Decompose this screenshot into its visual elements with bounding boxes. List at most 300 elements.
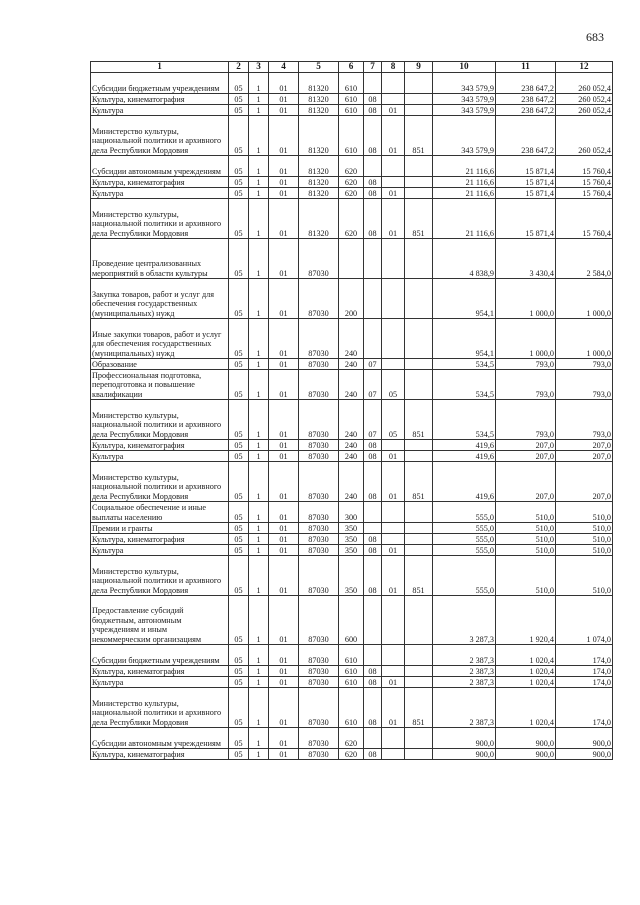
code-col8 (382, 749, 405, 760)
amount-col11: 15 871,4 (496, 156, 556, 177)
code-col7: 08 (364, 105, 382, 116)
column-header: 9 (405, 62, 433, 73)
code-col3: 1 (249, 677, 269, 688)
code-col7: 07 (364, 359, 382, 370)
code-col4: 01 (269, 177, 299, 188)
code-col8: 05 (382, 370, 405, 400)
code-col9 (405, 545, 433, 556)
code-col3: 1 (249, 534, 269, 545)
row-name: Министерство культуры, национальной политики и архивного дела Республики Мордовия (91, 688, 229, 728)
code-col6: 240 (339, 400, 364, 440)
amount-col10: 343 579,9 (433, 116, 496, 156)
table-row (91, 116, 613, 156)
code-col5: 87030 (299, 440, 339, 451)
row-name: Министерство культуры, национальной политики и архивного дела Республики Мордовия (91, 199, 229, 239)
amount-col10: 954,1 (433, 279, 496, 319)
table-row (91, 239, 613, 279)
row-name: Профессиональная подготовка, переподготовка и повышение квалификации (91, 370, 229, 400)
code-col3: 1 (249, 156, 269, 177)
code-col9 (405, 440, 433, 451)
code-col9 (405, 370, 433, 400)
code-col4: 01 (269, 279, 299, 319)
code-col6: 240 (339, 370, 364, 400)
code-col5: 87030 (299, 523, 339, 534)
code-col5: 87030 (299, 666, 339, 677)
code-col9: 851 (405, 199, 433, 239)
code-col2: 05 (229, 556, 249, 596)
code-col3: 1 (249, 359, 269, 370)
code-col9: 851 (405, 116, 433, 156)
code-col6: 240 (339, 319, 364, 359)
amount-col11: 510,0 (496, 502, 556, 523)
code-col6: 610 (339, 666, 364, 677)
amount-col11: 238 647,2 (496, 94, 556, 105)
code-col2: 05 (229, 749, 249, 760)
code-col7: 08 (364, 188, 382, 199)
row-name: Образование (91, 359, 229, 370)
table-row (91, 177, 613, 188)
code-col9 (405, 523, 433, 534)
code-col5: 87030 (299, 400, 339, 440)
code-col8: 05 (382, 400, 405, 440)
amount-col12: 15 760,4 (556, 188, 613, 199)
column-header: 4 (269, 62, 299, 73)
code-col3: 1 (249, 666, 269, 677)
code-col6: 350 (339, 556, 364, 596)
row-name: Субсидии автономным учреждениям (91, 156, 229, 177)
code-col9 (405, 451, 433, 462)
amount-col10: 900,0 (433, 728, 496, 749)
code-col3: 1 (249, 319, 269, 359)
amount-col10: 21 116,6 (433, 177, 496, 188)
amount-col10: 2 387,3 (433, 688, 496, 728)
code-col8 (382, 239, 405, 279)
amount-col11: 1 020,4 (496, 677, 556, 688)
table-row (91, 73, 613, 94)
code-col7: 08 (364, 199, 382, 239)
amount-col11: 3 430,4 (496, 239, 556, 279)
code-col9 (405, 502, 433, 523)
amount-col10: 534,5 (433, 359, 496, 370)
table-row (91, 677, 613, 688)
amount-col12: 510,0 (556, 502, 613, 523)
column-header: 1 (91, 62, 229, 73)
code-col4: 01 (269, 556, 299, 596)
code-col4: 01 (269, 728, 299, 749)
amount-col10: 555,0 (433, 545, 496, 556)
row-name: Культура (91, 451, 229, 462)
code-col4: 01 (269, 400, 299, 440)
table-row (91, 400, 613, 440)
column-header: 6 (339, 62, 364, 73)
amount-col10: 4 838,9 (433, 239, 496, 279)
row-name: Социальное обеспечение и иные выплаты населению (91, 502, 229, 523)
code-col2: 05 (229, 596, 249, 645)
code-col6: 240 (339, 440, 364, 451)
amount-col11: 1 000,0 (496, 319, 556, 359)
code-col5: 81320 (299, 177, 339, 188)
code-col7: 08 (364, 94, 382, 105)
amount-col11: 793,0 (496, 359, 556, 370)
amount-col10: 343 579,9 (433, 73, 496, 94)
code-col8 (382, 645, 405, 666)
code-col8: 01 (382, 462, 405, 502)
code-col5: 81320 (299, 94, 339, 105)
code-col2: 05 (229, 400, 249, 440)
code-col6: 610 (339, 677, 364, 688)
table-row (91, 462, 613, 502)
row-name: Министерство культуры, национальной политики и архивного дела Республики Мордовия (91, 116, 229, 156)
code-col2: 05 (229, 105, 249, 116)
code-col2: 05 (229, 177, 249, 188)
code-col4: 01 (269, 73, 299, 94)
amount-col12: 1 074,0 (556, 596, 613, 645)
amount-col10: 555,0 (433, 556, 496, 596)
table-row (91, 451, 613, 462)
amount-col11: 1 020,4 (496, 688, 556, 728)
code-col4: 01 (269, 645, 299, 666)
code-col6: 620 (339, 177, 364, 188)
amount-col11: 1 000,0 (496, 279, 556, 319)
code-col9 (405, 156, 433, 177)
amount-col11: 207,0 (496, 462, 556, 502)
row-name: Закупка товаров, работ и услуг для обеспечения государственных (муниципальных) нужд (91, 279, 229, 319)
amount-col10: 2 387,3 (433, 677, 496, 688)
amount-col10: 3 287,3 (433, 596, 496, 645)
code-col6: 620 (339, 156, 364, 177)
code-col4: 01 (269, 534, 299, 545)
code-col4: 01 (269, 188, 299, 199)
code-col3: 1 (249, 94, 269, 105)
amount-col12: 260 052,4 (556, 105, 613, 116)
code-col7: 08 (364, 462, 382, 502)
row-name: Премии и гранты (91, 523, 229, 534)
code-col2: 05 (229, 451, 249, 462)
code-col3: 1 (249, 451, 269, 462)
code-col4: 01 (269, 502, 299, 523)
code-col7: 08 (364, 666, 382, 677)
code-col9: 851 (405, 400, 433, 440)
code-col3: 1 (249, 728, 269, 749)
code-col6: 600 (339, 596, 364, 645)
amount-col11: 1 020,4 (496, 645, 556, 666)
code-col4: 01 (269, 596, 299, 645)
row-name: Культура, кинематография (91, 440, 229, 451)
code-col6: 620 (339, 188, 364, 199)
amount-col11: 207,0 (496, 451, 556, 462)
code-col7: 08 (364, 545, 382, 556)
code-col8: 01 (382, 545, 405, 556)
amount-col12: 900,0 (556, 749, 613, 760)
code-col5: 87030 (299, 556, 339, 596)
page-number: 683 (586, 30, 604, 44)
code-col4: 01 (269, 749, 299, 760)
amount-col11: 238 647,2 (496, 116, 556, 156)
code-col3: 1 (249, 596, 269, 645)
code-col6: 610 (339, 105, 364, 116)
code-col5: 87030 (299, 502, 339, 523)
code-col6: 240 (339, 451, 364, 462)
code-col9 (405, 319, 433, 359)
code-col2: 05 (229, 116, 249, 156)
amount-col12: 793,0 (556, 400, 613, 440)
code-col3: 1 (249, 279, 269, 319)
code-col3: 1 (249, 645, 269, 666)
code-col7: 08 (364, 534, 382, 545)
code-col4: 01 (269, 677, 299, 688)
table-row (91, 199, 613, 239)
amount-col10: 21 116,6 (433, 156, 496, 177)
code-col3: 1 (249, 400, 269, 440)
code-col2: 05 (229, 239, 249, 279)
amount-col11: 238 647,2 (496, 105, 556, 116)
code-col9 (405, 728, 433, 749)
row-name: Культура (91, 545, 229, 556)
code-col3: 1 (249, 462, 269, 502)
code-col2: 05 (229, 645, 249, 666)
code-col8 (382, 279, 405, 319)
amount-col12: 260 052,4 (556, 73, 613, 94)
code-col7 (364, 645, 382, 666)
amount-col10: 343 579,9 (433, 94, 496, 105)
table-row (91, 319, 613, 359)
table-row (91, 556, 613, 596)
column-header: 11 (496, 62, 556, 73)
row-name: Культура, кинематография (91, 94, 229, 105)
row-name: Министерство культуры, национальной политики и архивного дела Республики Мордовия (91, 462, 229, 502)
row-name: Культура, кинематография (91, 177, 229, 188)
code-col2: 05 (229, 199, 249, 239)
code-col8: 01 (382, 451, 405, 462)
amount-col11: 1 020,4 (496, 666, 556, 677)
code-col2: 05 (229, 94, 249, 105)
code-col6: 620 (339, 199, 364, 239)
amount-col10: 419,6 (433, 462, 496, 502)
code-col6: 300 (339, 502, 364, 523)
code-col7: 07 (364, 400, 382, 440)
code-col6: 620 (339, 728, 364, 749)
code-col7 (364, 319, 382, 359)
code-col2: 05 (229, 688, 249, 728)
header-row (91, 62, 613, 73)
amount-col10: 555,0 (433, 523, 496, 534)
code-col8 (382, 523, 405, 534)
code-col5: 81320 (299, 116, 339, 156)
code-col7 (364, 502, 382, 523)
table-row (91, 728, 613, 749)
code-col3: 1 (249, 688, 269, 728)
code-col4: 01 (269, 440, 299, 451)
table-body (91, 73, 613, 760)
code-col5: 87030 (299, 596, 339, 645)
code-col3: 1 (249, 502, 269, 523)
code-col5: 87030 (299, 451, 339, 462)
row-name: Культура (91, 677, 229, 688)
table-row (91, 666, 613, 677)
amount-col11: 1 920,4 (496, 596, 556, 645)
code-col4: 01 (269, 545, 299, 556)
code-col8 (382, 319, 405, 359)
row-name: Субсидии автономным учреждениям (91, 728, 229, 749)
amount-col12: 15 760,4 (556, 156, 613, 177)
table-row (91, 502, 613, 523)
code-col4: 01 (269, 359, 299, 370)
code-col4: 01 (269, 199, 299, 239)
code-col6: 350 (339, 545, 364, 556)
code-col3: 1 (249, 545, 269, 556)
code-col2: 05 (229, 523, 249, 534)
table-row (91, 279, 613, 319)
code-col8 (382, 156, 405, 177)
row-name: Предоставление субсидий бюджетным, автономным учреждениям и иным некоммерческим организациям (91, 596, 229, 645)
amount-col12: 174,0 (556, 688, 613, 728)
code-col8 (382, 596, 405, 645)
code-col9 (405, 239, 433, 279)
amount-col12: 15 760,4 (556, 199, 613, 239)
row-name: Культура (91, 105, 229, 116)
code-col3: 1 (249, 523, 269, 534)
code-col8: 01 (382, 105, 405, 116)
amount-col11: 238 647,2 (496, 73, 556, 94)
amount-col10: 2 387,3 (433, 645, 496, 666)
amount-col11: 15 871,4 (496, 177, 556, 188)
code-col3: 1 (249, 239, 269, 279)
code-col6 (339, 239, 364, 279)
table-row (91, 370, 613, 400)
amount-col10: 954,1 (433, 319, 496, 359)
code-col8 (382, 177, 405, 188)
table-row (91, 105, 613, 116)
code-col4: 01 (269, 666, 299, 677)
code-col5: 81320 (299, 199, 339, 239)
code-col6: 620 (339, 749, 364, 760)
column-header: 2 (229, 62, 249, 73)
column-header: 10 (433, 62, 496, 73)
amount-col12: 1 000,0 (556, 319, 613, 359)
code-col6: 610 (339, 94, 364, 105)
code-col8: 01 (382, 688, 405, 728)
code-col3: 1 (249, 749, 269, 760)
code-col5: 87030 (299, 645, 339, 666)
code-col3: 1 (249, 199, 269, 239)
amount-col10: 900,0 (433, 749, 496, 760)
row-name: Субсидии бюджетным учреждениям (91, 73, 229, 94)
code-col5: 87030 (299, 728, 339, 749)
code-col7 (364, 279, 382, 319)
table-row (91, 94, 613, 105)
amount-col12: 510,0 (556, 534, 613, 545)
amount-col12: 793,0 (556, 359, 613, 370)
table-row (91, 156, 613, 177)
code-col9 (405, 666, 433, 677)
code-col8 (382, 534, 405, 545)
code-col9 (405, 73, 433, 94)
code-col2: 05 (229, 728, 249, 749)
code-col8: 01 (382, 188, 405, 199)
code-col5: 87030 (299, 239, 339, 279)
column-header: 5 (299, 62, 339, 73)
code-col9 (405, 749, 433, 760)
amount-col10: 21 116,6 (433, 199, 496, 239)
code-col6: 610 (339, 116, 364, 156)
row-name: Культура (91, 188, 229, 199)
amount-col11: 207,0 (496, 440, 556, 451)
code-col3: 1 (249, 177, 269, 188)
amount-col10: 555,0 (433, 502, 496, 523)
code-col4: 01 (269, 156, 299, 177)
amount-col10: 419,6 (433, 440, 496, 451)
code-col3: 1 (249, 105, 269, 116)
amount-col12: 793,0 (556, 370, 613, 400)
amount-col12: 510,0 (556, 545, 613, 556)
code-col7 (364, 156, 382, 177)
amount-col11: 510,0 (496, 545, 556, 556)
code-col9 (405, 359, 433, 370)
table-row (91, 688, 613, 728)
code-col9 (405, 645, 433, 666)
code-col2: 05 (229, 462, 249, 502)
amount-col11: 793,0 (496, 370, 556, 400)
code-col5: 81320 (299, 73, 339, 94)
amount-col10: 419,6 (433, 451, 496, 462)
amount-col12: 174,0 (556, 645, 613, 666)
code-col6: 610 (339, 645, 364, 666)
code-col5: 81320 (299, 156, 339, 177)
code-col9 (405, 105, 433, 116)
table-row (91, 523, 613, 534)
column-header: 8 (382, 62, 405, 73)
amount-col12: 174,0 (556, 677, 613, 688)
code-col7: 07 (364, 370, 382, 400)
code-col5: 87030 (299, 462, 339, 502)
row-name: Проведение централизованных мероприятий в области культуры (91, 239, 229, 279)
code-col8: 01 (382, 677, 405, 688)
code-col4: 01 (269, 462, 299, 502)
code-col5: 87030 (299, 545, 339, 556)
code-col8 (382, 94, 405, 105)
amount-col12: 260 052,4 (556, 94, 613, 105)
column-header: 7 (364, 62, 382, 73)
amount-col10: 555,0 (433, 534, 496, 545)
amount-col12: 260 052,4 (556, 116, 613, 156)
code-col2: 05 (229, 370, 249, 400)
code-col7 (364, 73, 382, 94)
code-col7 (364, 596, 382, 645)
code-col2: 05 (229, 534, 249, 545)
row-name: Культура, кинематография (91, 534, 229, 545)
code-col9 (405, 596, 433, 645)
table-row (91, 440, 613, 451)
table-row (91, 596, 613, 645)
code-col4: 01 (269, 319, 299, 359)
amount-col12: 2 584,0 (556, 239, 613, 279)
code-col6: 240 (339, 462, 364, 502)
amount-col10: 534,5 (433, 400, 496, 440)
table-row (91, 359, 613, 370)
code-col5: 81320 (299, 105, 339, 116)
code-col2: 05 (229, 156, 249, 177)
code-col4: 01 (269, 688, 299, 728)
code-col7: 08 (364, 177, 382, 188)
code-col9 (405, 279, 433, 319)
code-col5: 87030 (299, 534, 339, 545)
code-col5: 87030 (299, 279, 339, 319)
table-row (91, 545, 613, 556)
code-col9 (405, 94, 433, 105)
table-row (91, 534, 613, 545)
code-col5: 87030 (299, 688, 339, 728)
code-col7 (364, 728, 382, 749)
